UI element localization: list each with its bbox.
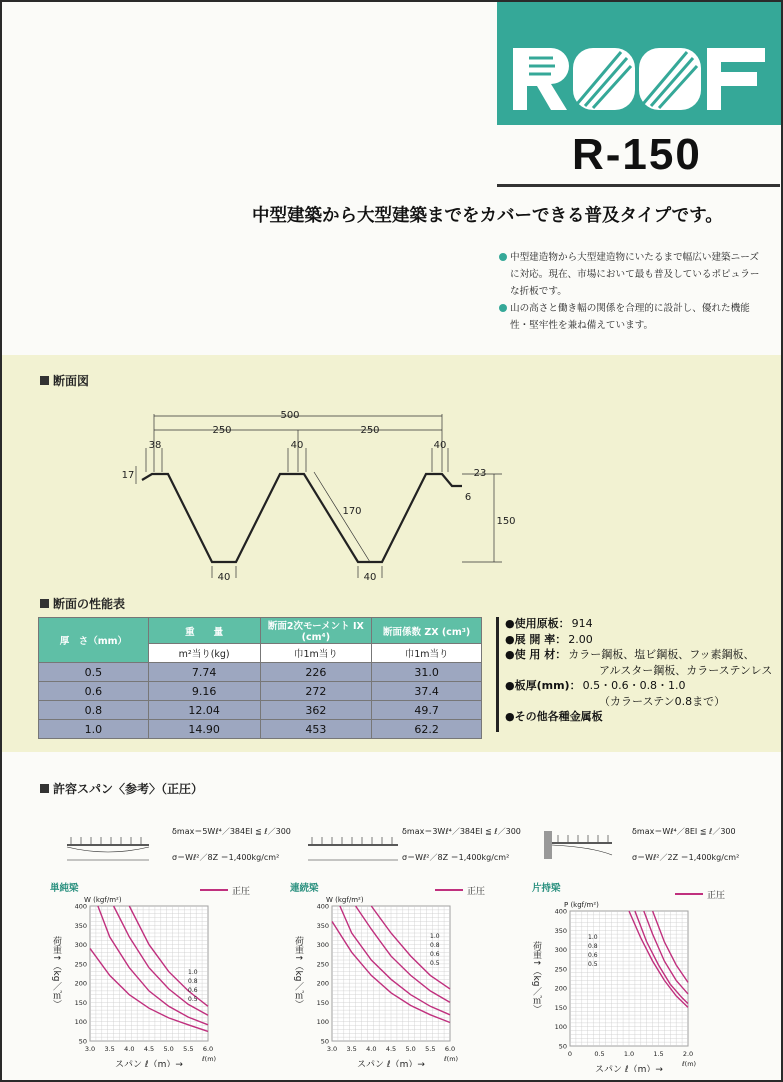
x-tick-label: 3.0: [326, 1045, 338, 1053]
spec-item: ●展 開 率： 2.00: [505, 632, 593, 646]
header-rule: [497, 184, 780, 187]
model-number: R-150: [572, 130, 702, 179]
dim-top-left: 38: [148, 440, 162, 451]
thickness-label: 1.0: [188, 969, 198, 976]
chart-simple: [42, 892, 232, 1071]
dim-lip: 17: [121, 470, 135, 481]
y-tick-label: 200: [554, 984, 567, 993]
x-tick-label: 1.5: [653, 1050, 664, 1058]
x-tick-label: 6.0: [202, 1045, 214, 1053]
thickness-label: 0.5: [588, 961, 598, 968]
legend-continuous: 正圧: [435, 884, 485, 897]
x-axis-label: スパン ℓ（m）→: [357, 1060, 425, 1067]
x-tick-label: 6.0: [444, 1045, 456, 1053]
y-axis-label: 荷重↑（kg／㎡）: [531, 941, 541, 1014]
thickness-label: 0.5: [188, 996, 198, 1003]
x-tick-label: 5.0: [405, 1045, 416, 1053]
spec-item: ●使 用 材： カラー鋼板、塩ビ鋼板、フッ素鋼板、: [505, 648, 755, 661]
y-axis-label: 荷重↑（kg／㎡）: [293, 936, 303, 1009]
x-tick-label: 4.5: [143, 1045, 155, 1053]
graph-title-cantilever: 片持梁: [532, 883, 561, 894]
x-unit-label: ℓ(m): [202, 1055, 217, 1063]
y-tick-label: 250: [554, 965, 567, 974]
table-row: 1.0 14.90 453 62.2: [39, 720, 482, 739]
spec-list: [505, 616, 772, 725]
y-tick-label: 300: [554, 946, 567, 955]
thickness-label: 0.8: [430, 942, 440, 949]
th-weight: 重 量: [148, 618, 260, 644]
chart-continuous: [284, 892, 474, 1071]
legend-swatch: [200, 889, 228, 891]
section-title-performance: 断面の性能表: [40, 595, 125, 612]
thickness-label: 0.8: [188, 978, 198, 985]
th-modulus-unit: 巾1m当り: [372, 644, 482, 663]
y-tick-label: 200: [316, 979, 329, 988]
y-axis-title: W (kgf/m²): [84, 896, 122, 904]
x-tick-label: 4.0: [366, 1045, 377, 1053]
dim-total: 500: [280, 410, 300, 421]
graph-title-simple: 単純梁: [50, 883, 79, 894]
x-tick-label: 5.5: [425, 1045, 436, 1053]
spec-item: ●使用原板： 914: [505, 617, 593, 630]
feature-list: [499, 249, 764, 334]
feature-item: 山の高さと働き幅の関係を合理的に設計し、優れた機能性・堅牢性を兼ね備えています。: [499, 300, 764, 334]
y-tick-label: 350: [316, 921, 329, 930]
logo-banner: [497, 2, 783, 125]
roof-logo: [511, 44, 771, 114]
spec-item: （カラーステン0.8まで）: [599, 694, 726, 708]
spec-item: ●板厚(mm)： 0.5・0.6・0.8・1.0: [505, 679, 686, 692]
x-tick-label: 0.5: [594, 1050, 605, 1058]
dim-top-right: 40: [433, 440, 447, 451]
thickness-label: 0.8: [588, 943, 598, 950]
y-tick-label: 100: [554, 1023, 567, 1032]
formula-simple-stress: σ＝Wℓ²／8Z ＝1,400kg/cm²: [172, 853, 280, 862]
th-moment: 断面2次モーメント IX (cm⁴): [260, 618, 372, 644]
x-tick-label: 2.0: [682, 1050, 694, 1058]
y-tick-label: 250: [74, 960, 87, 969]
y-tick-label: 100: [74, 1018, 87, 1027]
y-tick-label: 150: [554, 1003, 567, 1012]
dim-bottom-left: 40: [217, 572, 231, 583]
x-tick-label: 3.0: [84, 1045, 96, 1053]
th-moment-unit: 巾1m当り: [260, 644, 372, 663]
y-tick-label: 250: [316, 960, 329, 969]
dim-half-right: 250: [360, 425, 380, 436]
x-axis-label: スパン ℓ（m）→: [595, 1065, 663, 1072]
table-row: 0.8 12.04 362 49.7: [39, 701, 482, 720]
x-tick-label: 4.5: [385, 1045, 397, 1053]
y-tick-label: 350: [554, 926, 567, 935]
cross-section-diagram: [102, 402, 522, 592]
legend-swatch: [675, 893, 703, 895]
formula-continuous-deflection: δmax＝3Wℓ⁴／384EI ≦ ℓ／300: [402, 827, 521, 836]
thickness-label: 0.6: [188, 987, 198, 994]
y-tick-label: 50: [320, 1037, 329, 1046]
y-tick-label: 200: [74, 979, 87, 988]
formula-continuous-stress: σ＝Wℓ²／8Z ＝1,400kg/cm²: [402, 853, 510, 862]
square-bullet-icon: [40, 599, 49, 608]
dim-top-mid: 40: [290, 440, 304, 451]
feature-item: 中型建造物から大型建造物にいたるまで幅広い建築ニーズに対応。現在、市場において最も普及しているポピュラーな折板です。: [499, 249, 764, 300]
dim-edge2: 6: [464, 492, 472, 503]
simple-beam-diagram: [57, 827, 157, 867]
y-tick-label: 300: [74, 941, 87, 950]
thickness-label: 1.0: [430, 933, 440, 940]
dim-bottom-right: 40: [363, 572, 377, 583]
x-tick-label: 4.0: [124, 1045, 135, 1053]
th-weight-unit: m²当り(kg): [148, 644, 260, 663]
square-bullet-icon: [40, 784, 49, 793]
y-tick-label: 350: [74, 921, 87, 930]
thickness-label: 0.6: [588, 952, 598, 959]
y-axis-title: W (kgf/m²): [326, 896, 364, 904]
chart-cantilever: [522, 897, 722, 1076]
graph-title-continuous: 連続梁: [290, 883, 319, 894]
x-tick-label: 0: [567, 1050, 573, 1058]
bullet-icon: [499, 304, 507, 312]
dim-half-left: 250: [212, 425, 232, 436]
square-bullet-icon: [40, 376, 49, 385]
continuous-beam-diagram: [302, 827, 402, 867]
thickness-label: 0.5: [430, 960, 440, 967]
legend-simple: 正圧: [200, 884, 250, 897]
spec-item: アルスター鋼板、カラーステンレス: [599, 663, 773, 677]
th-thickness: 厚 さ（mm）: [39, 618, 149, 663]
bullet-icon: [499, 253, 507, 261]
y-tick-label: 50: [558, 1042, 567, 1051]
performance-table: [38, 617, 482, 739]
y-axis-title: P (kgf/m²): [564, 901, 599, 909]
spec-item: ●その他各種金属板: [505, 710, 603, 723]
x-tick-label: 3.5: [104, 1045, 115, 1053]
th-modulus: 断面係数 ZX (cm³): [372, 618, 482, 644]
dim-edge: 23: [473, 468, 487, 479]
y-tick-label: 150: [74, 998, 87, 1007]
y-tick-label: 150: [316, 998, 329, 1007]
thickness-label: 1.0: [588, 934, 598, 941]
legend-cantilever: 正圧: [675, 888, 725, 901]
cantilever-beam-diagram: [542, 827, 632, 867]
spec-divider: [496, 617, 499, 732]
section-title-cross-section: 断面図: [40, 372, 89, 389]
headline: 中型建築から大型建築までをカバーできる普及タイプです。: [252, 206, 723, 226]
x-tick-label: 5.0: [163, 1045, 174, 1053]
legend-swatch: [435, 889, 463, 891]
y-tick-label: 100: [316, 1018, 329, 1027]
y-tick-label: 50: [78, 1037, 87, 1046]
x-tick-label: 3.5: [346, 1045, 357, 1053]
y-tick-label: 400: [316, 902, 329, 911]
x-unit-label: ℓ(m): [682, 1060, 697, 1068]
table-row: 0.5 7.74 226 31.0: [39, 663, 482, 682]
x-axis-label: スパン ℓ（m）→: [115, 1060, 183, 1067]
x-unit-label: ℓ(m): [444, 1055, 459, 1063]
table-row: 0.6 9.16 272 37.4: [39, 682, 482, 701]
y-tick-label: 400: [554, 907, 567, 916]
dim-slope: 170: [342, 506, 362, 517]
x-tick-label: 5.5: [183, 1045, 194, 1053]
x-tick-label: 1.0: [623, 1050, 635, 1058]
thickness-label: 0.6: [430, 951, 440, 958]
section-title-span: 許容スパン〈参考〉（正圧）: [40, 780, 203, 797]
formula-simple-deflection: δmax＝5Wℓ⁴／384EI ≦ ℓ／300: [172, 827, 291, 836]
formula-cantilever-stress: σ＝Wℓ²／2Z ＝1,400kg/cm²: [632, 853, 740, 862]
dim-height: 150: [496, 516, 516, 527]
y-tick-label: 300: [316, 941, 329, 950]
y-axis-label: 荷重↑（kg／㎡）: [51, 936, 61, 1009]
formula-cantilever-deflection: δmax＝Wℓ⁴／8EI ≦ ℓ／300: [632, 827, 736, 836]
y-tick-label: 400: [74, 902, 87, 911]
